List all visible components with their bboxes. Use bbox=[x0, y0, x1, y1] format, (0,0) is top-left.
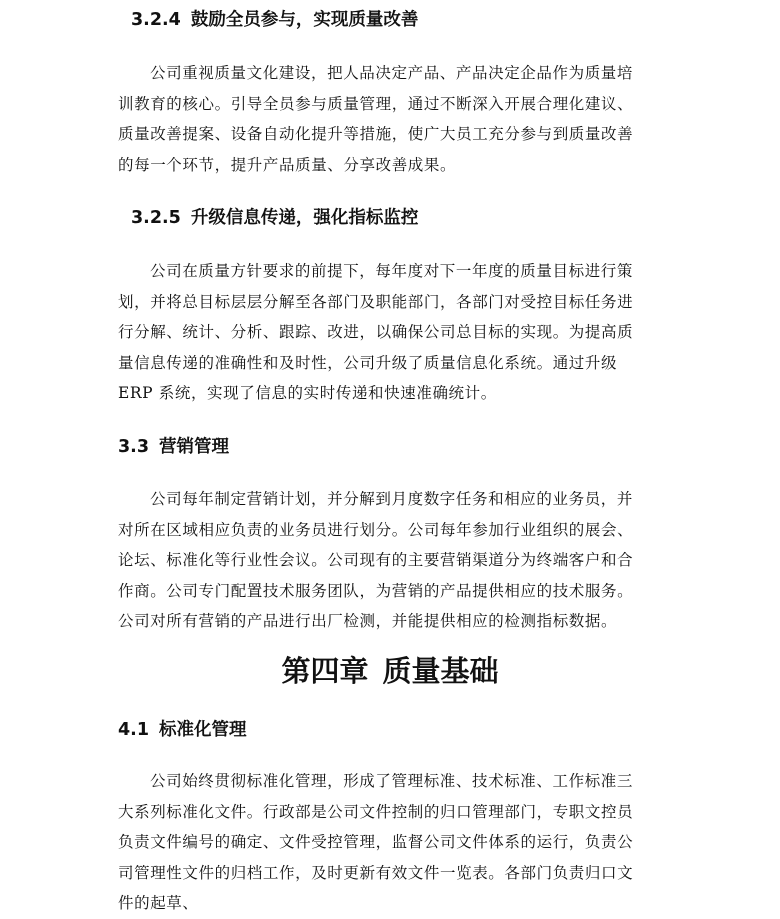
chapter-number: 第四章 bbox=[281, 654, 369, 688]
section-number: 3.2.5 bbox=[131, 208, 181, 228]
section-title: 鼓励全员参与，实现质量改善 bbox=[190, 10, 419, 30]
section-title: 标准化管理 bbox=[159, 720, 247, 740]
paragraph-4-1: 公司始终贯彻标准化管理，形成了管理标准、技术标准、工作标准三大系列标准化文件。行政部是公司文件控制的归口管理部门，专职文控员负责文件编号的确定、文件受控管理，监督公司文件体系的运行，负责公司管理性文件的归档工作，及时更新有效文件一览表。各部门负责归口文件的起草、 bbox=[118, 772, 634, 913]
chapter-title: 质量基础 bbox=[382, 654, 499, 688]
section-heading-3-2-4 bbox=[131, 8, 418, 32]
section-heading-4-1 bbox=[118, 718, 247, 742]
section-heading-3-2-5 bbox=[131, 206, 418, 230]
paragraph-3-2-5: 公司在质量方针要求的前提下，每年度对下一年度的质量目标进行策划，并将总目标层层分解至各部门及职能部门，各部门对受控目标任务进行分解、统计、分析、跟踪、改进，以确保公司总目标的实现。为提高质量信息传递的准确性和及时性，公司升级了质量信息化系统。通过升级 ERP 系统，实现了信息的实时传递和快速准确统计。 bbox=[118, 262, 634, 403]
section-number: 3.2.4 bbox=[131, 10, 181, 30]
paragraph-3-2-4: 公司重视质量文化建设，把人品决定产品、产品决定企品作为质量培训教育的核心。引导全员参与质量管理，通过不断深入开展合理化建议、质量改善提案、设备自动化提升等措施，使广大员工充分参与到质量改善的每一个环节，提升产品质量、分享改善成果。 bbox=[118, 64, 634, 174]
chapter-heading-4 bbox=[0, 651, 780, 691]
section-title: 营销管理 bbox=[159, 437, 230, 457]
section-number: 3.3 bbox=[118, 437, 150, 457]
section-title: 升级信息传递，强化指标监控 bbox=[190, 208, 419, 228]
section-heading-3-3 bbox=[118, 435, 229, 459]
section-number: 4.1 bbox=[118, 720, 150, 740]
paragraph-3-3: 公司每年制定营销计划，并分解到月度数字任务和相应的业务员，并对所在区域相应负责的业务员进行划分。公司每年参加行业组织的展会、论坛、标准化等行业性会议。公司现有的主要营销渠道分为终端客户和合作商。公司专门配置技术服务团队，为营销的产品提供相应的技术服务。公司对所有营销的产品进行出厂检测，并能提供相应的检测指标数据。 bbox=[118, 490, 634, 631]
